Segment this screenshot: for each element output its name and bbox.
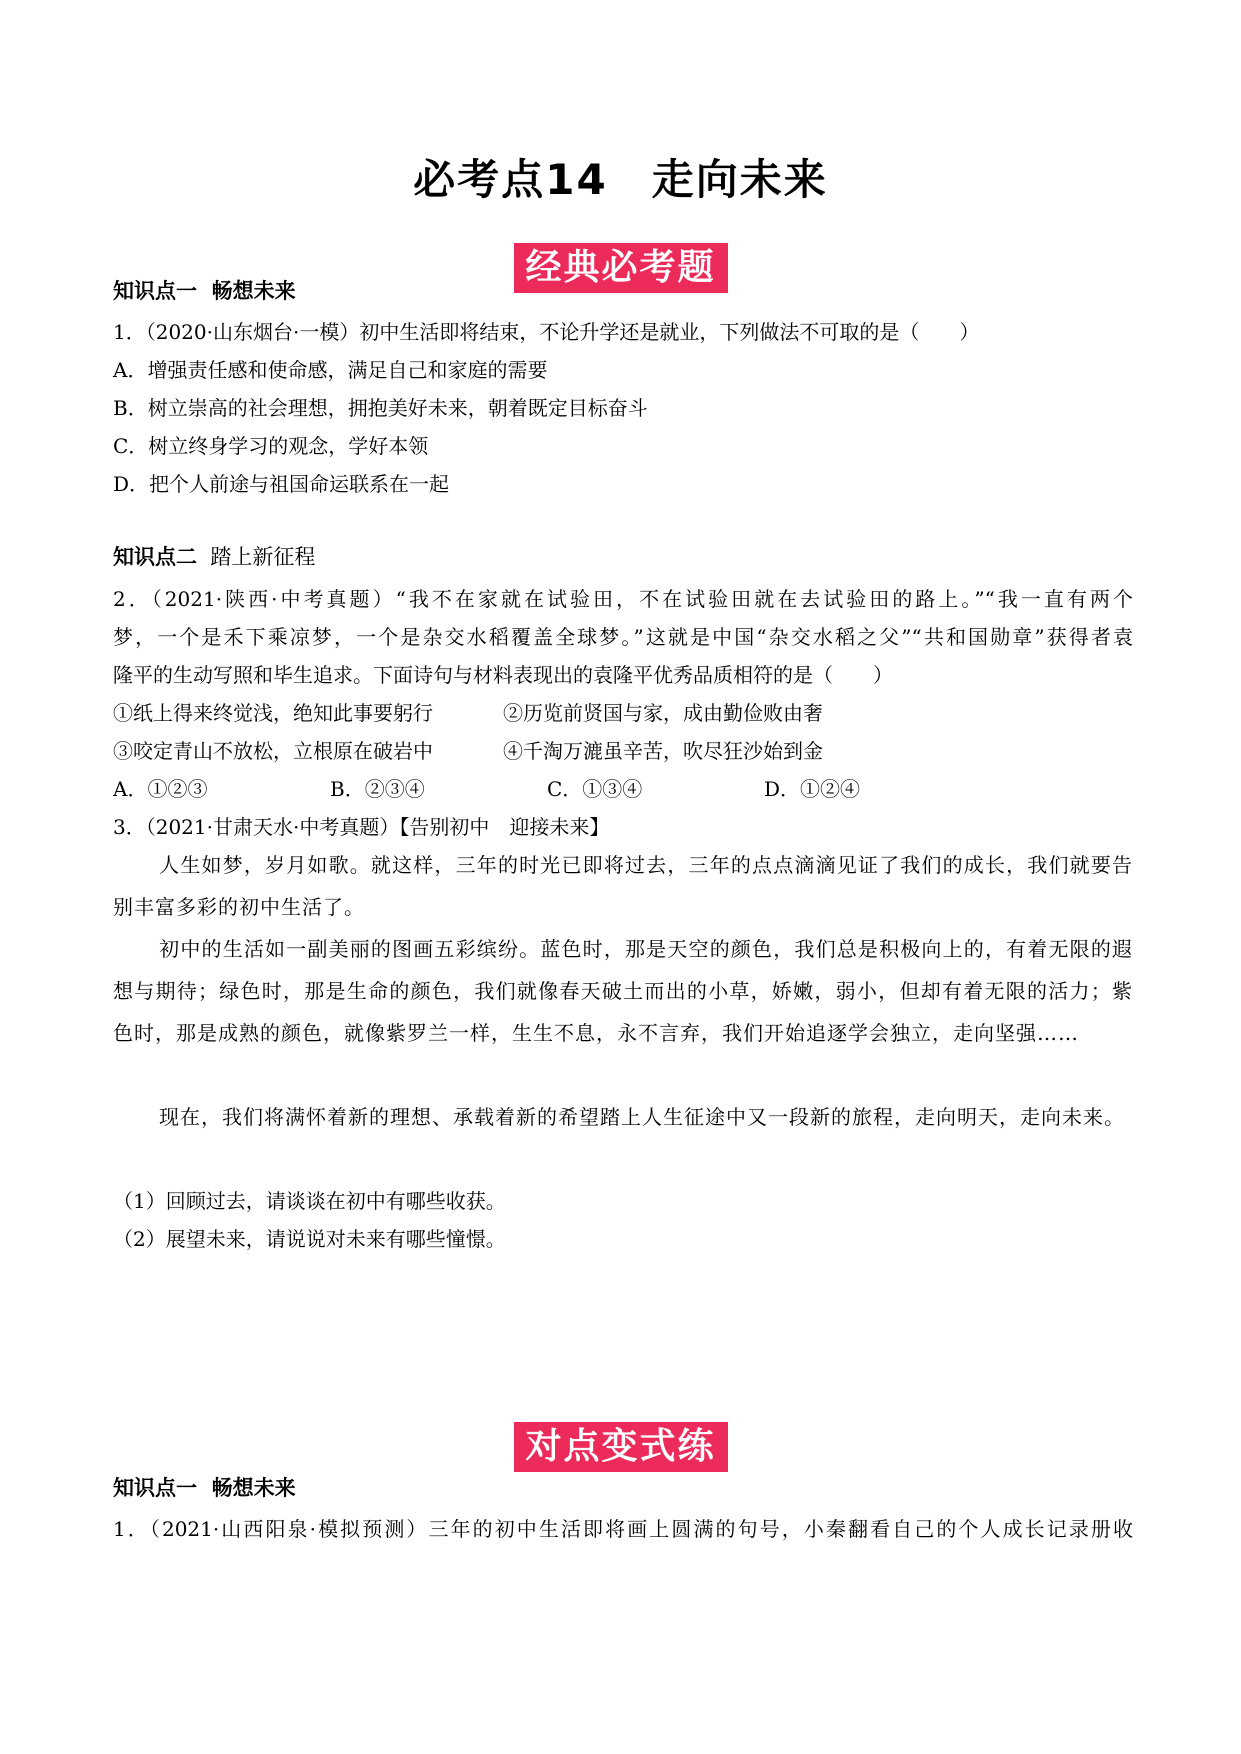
question-2-item-2: ②历览前贤国与家，成由勤俭败由奢 bbox=[503, 701, 823, 725]
section-banner-classic: 经典必考题 bbox=[513, 243, 727, 293]
practice-question-1-stem: 1．（2021·山西阳泉·模拟预测）三年的初中生活即将画上圆满的句号，小秦翻看自己的个人成长记录册收 bbox=[113, 1517, 1133, 1541]
question-2-item-3: ③咬定青山不放松，立根原在破岩中 bbox=[113, 739, 433, 763]
question-1-stem: 1．（2020·山东烟台·一模）初中生活即将结束，不论升学还是就业，下列做法不可取的是（ ） bbox=[113, 320, 980, 344]
page-title: 必考点14 走向未来 bbox=[413, 155, 828, 204]
question-3-passage-text-1: 人生如梦，岁月如歌。就这样，三年的时光已即将过去，三年的点点滴滴见证了我们的成长，我们就要告别丰富多彩的初中生活了。 bbox=[113, 853, 1133, 919]
question-1-option-b: B．树立崇高的社会理想，拥抱美好未来，朝着既定目标奋斗 bbox=[113, 396, 648, 420]
knowledge-point-heading-1: 知识点一 畅想未来 bbox=[113, 279, 296, 303]
knowledge-point-heading-1-practice: 知识点一 畅想未来 bbox=[113, 1476, 296, 1500]
question-3-passage-text-2: 初中的生活如一副美丽的图画五彩缤纷。蓝色时，那是天空的颜色，我们总是积极向上的，有着无限的遐想与期待；绿色时，那是生命的颜色，我们就像春天破土而出的小草，娇嫩，弱小，但却有着无限的活力；紫色时，那是成熟的颜色，就像紫罗兰一样，生生不息，永不言弃，我们开始追逐学会独立，走向坚强…… bbox=[113, 937, 1133, 1045]
question-3-stem: 3．（2021·甘肃天水·中考真题）【告别初中 迎接未来】 bbox=[113, 815, 610, 839]
question-2-item-4: ④千淘万漉虽辛苦，吹尽狂沙始到金 bbox=[503, 739, 823, 763]
knowledge-point-2-label: 知识点二 bbox=[113, 545, 197, 569]
question-1-option-a: A．增强责任感和使命感，满足自己和家庭的需要 bbox=[113, 358, 548, 382]
question-3-subquestion-2: （2）展望未来，请说说对未来有哪些憧憬。 bbox=[113, 1227, 506, 1251]
question-3-passage-paragraph-2 bbox=[113, 928, 1133, 1054]
question-2-option-d: D．①②④ bbox=[764, 777, 861, 801]
question-2-line-2: 梦，一个是禾下乘凉梦，一个是杂交水稻覆盖全球梦。”这就是中国“杂交水稻之父”“共和国勋章”获得者袁 bbox=[113, 625, 1133, 649]
question-2-line-1: 2．（2021·陕西·中考真题）“我不在家就在试验田，不在试验田就在去试验田的路上。”“我一直有两个 bbox=[113, 587, 1133, 611]
knowledge-point-heading-2 bbox=[113, 542, 1133, 572]
question-3-passage-paragraph-1 bbox=[113, 844, 1133, 928]
question-3-passage-text-3: 现在，我们将满怀着新的理想、承载着新的希望踏上人生征途中又一段新的旅程，走向明天，走向未来。 bbox=[159, 1105, 1125, 1129]
knowledge-point-2-topic: 踏上新征程 bbox=[197, 545, 316, 569]
question-1-option-c: C．树立终身学习的观念，学好本领 bbox=[113, 434, 429, 458]
question-2-option-a: A．①②③ bbox=[113, 777, 208, 801]
question-3-subquestion-1: （1）回顾过去，请谈谈在初中有哪些收获。 bbox=[113, 1189, 506, 1213]
question-2-item-1: ①纸上得来终觉浅，绝知此事要躬行 bbox=[113, 701, 433, 725]
question-2-line-3: 隆平的生动写照和毕生追求。下面诗句与材料表现出的袁隆平优秀品质相符的是（ ） bbox=[113, 663, 893, 687]
section-banner-practice: 对点变式练 bbox=[513, 1422, 727, 1472]
question-3-passage-paragraph-3 bbox=[113, 1096, 1133, 1138]
question-1-option-d: D．把个人前途与祖国命运联系在一起 bbox=[113, 472, 450, 496]
question-2-option-c: C．①③④ bbox=[547, 777, 643, 801]
question-2-option-b: B．②③④ bbox=[330, 777, 425, 801]
